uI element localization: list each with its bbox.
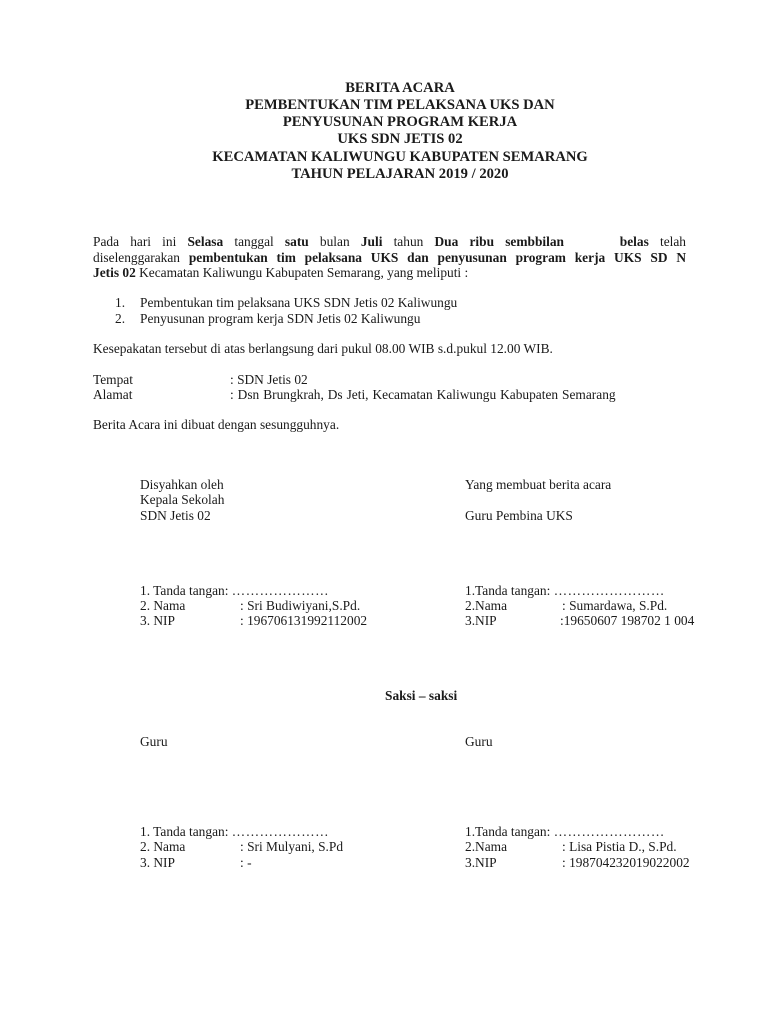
doc-subtitle-3: UKS SDN JETIS 02 — [337, 131, 463, 147]
doc-subtitle-2: PENYUSUNAN PROGRAM KERJA — [282, 114, 518, 130]
intro-paragraph — [93, 234, 686, 281]
intro-date: satu — [284, 234, 309, 249]
left-sign-line-2: Kepala Sekolah — [140, 492, 225, 507]
closing-text: Berita Acara ini dibuat dengan sesungguhnya. — [93, 417, 340, 432]
intro-text: tahun — [382, 234, 435, 249]
left-name-label: 2. Nama — [140, 598, 186, 613]
intro-school: Jetis 02 — [93, 265, 136, 280]
intro-day: Selasa — [187, 234, 224, 249]
list-item-num: 1. — [115, 295, 126, 310]
intro-line-3 — [93, 265, 686, 281]
intro-line-1 — [93, 234, 686, 250]
right-name-value: : Sumardawa, S.Pd. — [562, 598, 668, 613]
left-signature-label — [140, 583, 329, 599]
intro-bold-text: pembentukan tim pelaksana UKS dan penyusunan program kerja UKS SD N — [188, 249, 686, 265]
place-label: Tempat — [93, 372, 133, 387]
intro-line-2 — [93, 250, 686, 266]
list-item: Pembentukan tim pelaksana UKS SDN Jetis 02 Kaliwungu — [140, 295, 458, 310]
intro-month: Juli — [360, 234, 383, 249]
signature-dots: …………………… — [553, 583, 665, 598]
witness-left-nip-value: : - — [240, 855, 252, 870]
right-signature-label — [465, 583, 665, 599]
signature-label: 1. Tanda tangan: — [140, 824, 229, 839]
witness-right-nip-value: : 198704232019022002 — [562, 855, 690, 870]
doc-subtitle-5: TAHUN PELAJARAN 2019 / 2020 — [291, 166, 509, 182]
right-nip-label: 3.NIP — [465, 613, 497, 628]
right-sign-line-1: Yang membuat berita acara — [465, 477, 612, 492]
intro-text: telah — [648, 234, 686, 249]
witness-right-name-value: : Lisa Pistia D., S.Pd. — [562, 839, 677, 854]
intro-text: Kecamatan Kaliwungu Kabupaten Semarang, yang meliputi : — [135, 265, 469, 280]
doc-subtitle-1: PEMBENTUKAN TIM PELAKSANA UKS DAN — [245, 97, 555, 113]
signature-label: 1.Tanda tangan: — [465, 824, 551, 839]
left-nip-value: : 196706131992112002 — [240, 613, 368, 628]
witness-left-signature-label — [140, 824, 329, 840]
left-sign-line-1: Disyahkan oleh — [140, 477, 224, 492]
left-sign-line-3: SDN Jetis 02 — [140, 508, 211, 523]
witness-left-role: Guru — [140, 734, 168, 749]
witness-left-name-value: : Sri Mulyani, S.Pd — [240, 839, 344, 854]
list-item-num: 2. — [115, 311, 126, 326]
intro-text: Pada hari ini — [93, 234, 188, 249]
signature-label: 1. Tanda tangan: — [140, 583, 229, 598]
doc-subtitle-4: KECAMATAN KALIWUNGU KABUPATEN SEMARANG — [212, 149, 588, 165]
place-value: : SDN Jetis 02 — [230, 372, 308, 387]
address-value: : Dsn Brungkrah, Ds Jeti, Kecamatan Kaliwungu Kabupaten Semarang — [230, 387, 616, 402]
list-item: Penyusunan program kerja SDN Jetis 02 Kaliwungu — [140, 311, 421, 326]
witness-right-nip-label: 3.NIP — [465, 855, 497, 870]
intro-year: Dua ribu sembbilan — [434, 234, 564, 249]
witness-right-name-label: 2.Nama — [465, 839, 508, 854]
left-name-value: : Sri Budiwiyani,S.Pd. — [240, 598, 361, 613]
intro-text: diselenggarakan — [93, 249, 189, 265]
witness-right-signature-label — [465, 824, 665, 840]
right-name-label: 2.Nama — [465, 598, 508, 613]
intro-year: belas — [619, 234, 649, 249]
right-sign-line-3: Guru Pembina UKS — [465, 508, 573, 523]
right-nip-value: :19650607 198702 1 004 — [560, 613, 695, 628]
intro-text: tanggal — [223, 234, 285, 249]
signature-label: 1.Tanda tangan: — [465, 583, 551, 598]
address-label: Alamat — [93, 387, 133, 402]
doc-title: BERITA ACARA — [345, 80, 455, 96]
witness-title: Saksi – saksi — [385, 688, 458, 703]
signature-dots: …………………… — [553, 824, 665, 839]
witness-left-name-label: 2. Nama — [140, 839, 186, 854]
witness-right-role: Guru — [465, 734, 493, 749]
witness-left-nip-label: 3. NIP — [140, 855, 175, 870]
signature-dots: ………………… — [231, 824, 330, 839]
signature-dots: ………………… — [231, 583, 330, 598]
agreement-text: Kesepakatan tersebut di atas berlangsung dari pukul 08.00 WIB s.d.pukul 12.00 WIB. — [93, 341, 553, 356]
intro-text: bulan — [308, 234, 361, 249]
left-nip-label: 3. NIP — [140, 613, 175, 628]
